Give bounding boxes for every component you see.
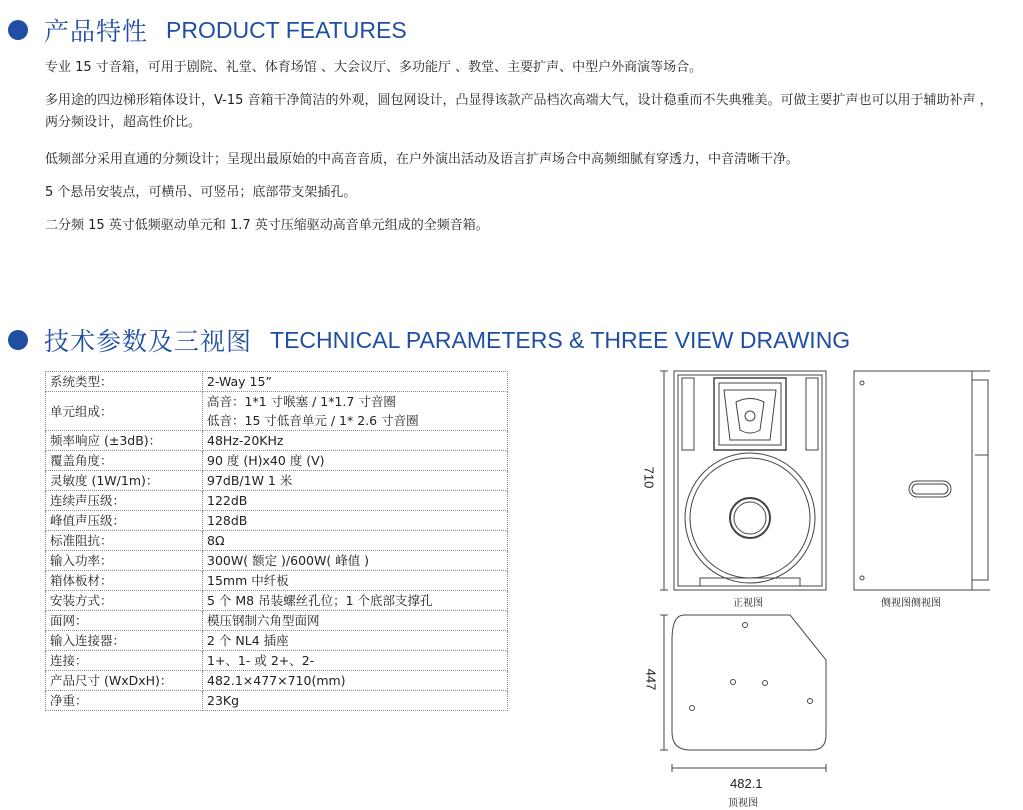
top-view-drawing bbox=[660, 615, 826, 772]
height-dimension: 710 bbox=[641, 466, 657, 489]
feature-paragraph-3: 低频部分采用直通的分频设计；呈现出最原始的中高音音质，在户外演出活动及语言扩声场合中高频细腻有穿透力，中音清晰干净。 bbox=[45, 152, 800, 167]
spec-value: 2-Way 15” bbox=[203, 372, 508, 392]
tech-title-en: TECHNICAL PARAMETERS & THREE VIEW DRAWING bbox=[270, 326, 851, 353]
spec-value: 122dB bbox=[203, 491, 508, 511]
spec-value: 128dB bbox=[203, 511, 508, 531]
spec-label: 覆盖角度： bbox=[46, 451, 203, 471]
spec-value-line-2: 低音：15 寸低音单元 / 1* 2.6 寸音圈 bbox=[207, 413, 419, 428]
spec-label: 净重： bbox=[46, 691, 203, 711]
spec-label: 箱体板材： bbox=[46, 571, 203, 591]
spec-label: 单元组成： bbox=[46, 392, 203, 431]
spec-label: 输入功率： bbox=[46, 551, 203, 571]
feature-paragraph-2: 多用途的四边梯形箱体设计，V-15 音箱干净简洁的外观，圆包网设计，凸显得该款产品档次高端大气，设计稳重而不失典雅美。可做主要扩声也可以用于辅助补声 ，两分频设计，超高性价比。 bbox=[45, 93, 993, 130]
depth-dimension: 447 bbox=[643, 668, 659, 691]
spec-value: 8Ω bbox=[203, 531, 508, 551]
features-title-cn: 产品特性 bbox=[44, 17, 149, 46]
front-view-drawing bbox=[660, 371, 826, 590]
feature-paragraph-4: 5 个悬吊安装点，可横吊、可竖吊；底部带支架插孔。 bbox=[45, 185, 357, 200]
feature-paragraph-5: 二分频 15 英寸低频驱动单元和 1.7 英寸压缩驱动高音单元组成的全频音箱。 bbox=[45, 218, 489, 233]
spec-label: 安装方式： bbox=[46, 591, 203, 611]
spec-value: 23Kg bbox=[203, 691, 508, 711]
spec-label: 产品尺寸 (WxDxH)： bbox=[46, 671, 203, 691]
spec-label: 灵敏度 (1W/1m)： bbox=[46, 471, 203, 491]
spec-value: 5 个 M8 吊装螺丝孔位；1 个底部支撑孔 bbox=[203, 591, 508, 611]
spec-value-line-1: 高音：1*1 寸喉塞 / 1*1.7 寸音圈 bbox=[207, 394, 396, 409]
spec-value: 97dB/1W 1 米 bbox=[203, 471, 508, 491]
top-view-caption: 顶视图 bbox=[728, 798, 758, 809]
spec-value: 模压钢制六角型面网 bbox=[203, 611, 508, 631]
spec-label: 连接： bbox=[46, 651, 203, 671]
feature-paragraph-1: 专业 15 寸音箱，可用于剧院、礼堂、体育场馆 、大会议厅、多功能厅 、教堂、主要扩声、中型户外商演等场合。 bbox=[45, 60, 703, 75]
spec-label: 系统类型： bbox=[46, 372, 203, 392]
side-view-drawing bbox=[854, 371, 990, 590]
spec-value: 48Hz-20KHz bbox=[203, 431, 508, 451]
spec-label: 频率响应 (±3dB)： bbox=[46, 431, 203, 451]
spec-label: 连续声压级： bbox=[46, 491, 203, 511]
spec-value: 1+、1- 或 2+、2- bbox=[203, 651, 508, 671]
front-view-caption: 正视图 bbox=[733, 598, 763, 609]
spec-label: 峰值声压级： bbox=[46, 511, 203, 531]
spec-value: 90 度 (H)x40 度 (V) bbox=[203, 451, 508, 471]
spec-label: 输入连接器： bbox=[46, 631, 203, 651]
side-view-caption: 侧视图侧视图 bbox=[881, 598, 941, 609]
tech-title-cn: 技术参数及三视图 bbox=[44, 327, 253, 356]
spec-value: 15mm 中纤板 bbox=[203, 571, 508, 591]
features-title-en: PRODUCT FEATURES bbox=[166, 16, 407, 43]
spec-label: 面网： bbox=[46, 611, 203, 631]
width-dimension: 482.1 bbox=[730, 776, 763, 791]
spec-value: 2 个 NL4 插座 bbox=[203, 631, 508, 651]
spec-value: 482.1×477×710(mm) bbox=[203, 671, 508, 691]
spec-label: 标准阻抗： bbox=[46, 531, 203, 551]
spec-value: 300W( 额定 )/600W( 峰值 ) bbox=[203, 551, 508, 571]
